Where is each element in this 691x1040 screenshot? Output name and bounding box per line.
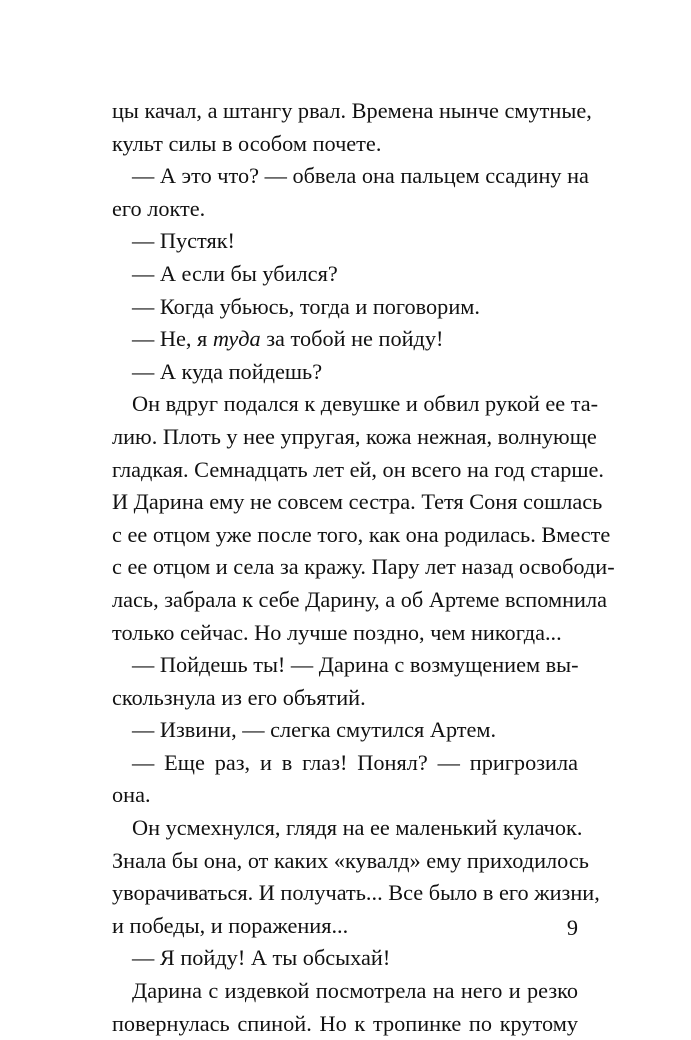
- text-line: — Я пойду! А ты обсыхай!: [132, 945, 391, 971]
- text-span: за тобой не пойду!: [260, 326, 444, 352]
- text-line: — Извини, — слегка смутился Артем.: [132, 717, 497, 743]
- text-line: культ силы в особом почете.: [112, 130, 382, 156]
- text-line: Он усмехнулся, глядя на ее маленький кулачок.: [132, 815, 583, 841]
- italic-text: туда: [212, 326, 261, 352]
- text-line: Дарина с издевкой посмотрела на него и резко: [132, 978, 578, 1004]
- text-line: и победы, и поражения...: [112, 912, 349, 938]
- page-number: 9: [566, 915, 578, 940]
- text-line: [112, 323, 578, 356]
- page-text: [112, 95, 615, 1040]
- text-line: — А если бы убился?: [132, 260, 338, 286]
- text-line: — Пойдешь ты! — Дарина с возмущением вы-: [132, 652, 579, 678]
- text-line: гладкая. Семнадцать лет ей, он всего на год старше.: [112, 456, 605, 482]
- text-line: — А куда пойдешь?: [132, 358, 323, 384]
- text-line: лась, забрала к себе Дарину, а об Артеме вспомнила: [112, 586, 607, 612]
- text-line: с ее отцом уже после того, как она родилась. Вместе: [112, 521, 611, 547]
- text-line: уворачиваться. И получать... Все было в его жизни,: [112, 880, 600, 906]
- text-line: — Еще раз, и в глаз! Понял? — пригрозила: [132, 749, 578, 775]
- text-line: Он вдруг подался к девушке и обвил рукой ее та-: [132, 391, 599, 417]
- text-span: — Не, я: [132, 326, 213, 352]
- text-line: Знала бы она, от каких «кувалд» ему приходилось: [112, 847, 589, 873]
- text-line: повернулась спиной. Но к тропинке по крутому: [112, 1010, 578, 1036]
- text-line: — А это что? — обвела она пальцем ссадину на: [132, 163, 589, 189]
- text-line: с ее отцом и села за кражу. Пару лет назад освободи-: [112, 554, 615, 580]
- text-line: скользнула из его объятий.: [112, 684, 366, 710]
- text-line: лию. Плоть у нее упругая, кожа нежная, волнующе: [112, 423, 597, 449]
- text-line: его локте.: [112, 195, 206, 221]
- text-line: — Когда убьюсь, тогда и поговорим.: [132, 293, 480, 319]
- text-line: цы качал, а штангу рвал. Времена нынче смутные,: [112, 98, 592, 123]
- text-line: И Дарина ему не совсем сестра. Тетя Соня сошлась: [112, 489, 603, 515]
- text-line: только сейчас. Но лучше поздно, чем никогда...: [112, 619, 562, 645]
- text-line: она.: [112, 782, 151, 808]
- text-line: — Пустяк!: [132, 228, 235, 254]
